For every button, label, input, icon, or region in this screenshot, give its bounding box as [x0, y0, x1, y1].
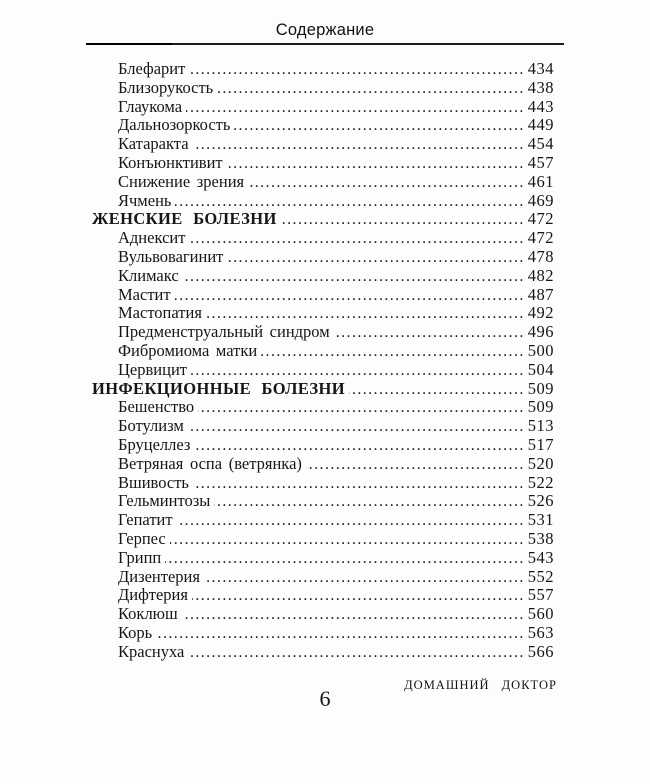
toc-entry-label: Дифтерия — [118, 585, 188, 605]
toc-entry-label: Близорукость — [118, 77, 214, 97]
toc-entry-item — [92, 585, 554, 604]
toc-entry-page: 552 — [527, 566, 554, 586]
toc-entry-item — [92, 473, 554, 492]
dot-leader — [227, 247, 524, 267]
toc-entry-page: 522 — [527, 472, 554, 492]
toc-entry-item — [92, 266, 554, 285]
toc-entry-item — [92, 623, 554, 642]
toc-entry-item — [92, 78, 554, 97]
toc-entry-label: Цервицит — [118, 359, 187, 379]
toc-entry-section — [92, 209, 554, 228]
toc-entry-item — [92, 510, 554, 529]
toc-entry-item — [92, 303, 554, 322]
dot-leader — [186, 97, 525, 117]
toc-entry-label: Бешенство — [118, 397, 195, 417]
toc-entry-item — [92, 97, 554, 116]
toc-entry-item — [92, 529, 554, 548]
toc-entry-page: 526 — [527, 491, 554, 511]
toc-entry-label: Глаукома — [118, 96, 183, 116]
dot-leader — [175, 285, 525, 305]
toc-entry-item — [92, 322, 554, 341]
header-rule — [86, 43, 564, 45]
toc-entry-page: 513 — [527, 416, 554, 436]
dot-leader — [349, 379, 525, 399]
toc-entry-item — [92, 172, 554, 191]
toc-entry-page: 461 — [527, 171, 554, 191]
toc-entry-page: 557 — [527, 585, 554, 605]
footer-brand: ДОМАШНИЙ ДОКТОР — [404, 678, 557, 692]
dot-leader — [227, 153, 525, 173]
dot-leader — [306, 454, 525, 474]
toc-entry-label: ЖЕНСКИЕ БОЛЕЗНИ — [92, 209, 277, 229]
toc-entry-item — [92, 59, 554, 78]
dot-leader — [198, 397, 525, 417]
toc-entry-item — [92, 191, 554, 210]
toc-entry-label: Фибромиома матки — [118, 340, 258, 360]
toc-entry-page: 543 — [527, 547, 554, 567]
dot-leader — [234, 115, 524, 135]
toc-entry-label: Вшивость — [118, 472, 189, 492]
toc-entry-page: 469 — [527, 190, 554, 210]
toc-entry-item — [92, 435, 554, 454]
toc-entry-page: 504 — [527, 359, 554, 379]
dot-leader — [170, 529, 525, 549]
toc-entry-item — [92, 567, 554, 586]
toc-entry-section — [92, 379, 554, 398]
toc-entry-page: 531 — [527, 510, 554, 530]
toc-entry-page: 563 — [527, 622, 554, 642]
toc-entry-item — [92, 642, 554, 661]
toc-entry-page: 472 — [527, 209, 554, 229]
toc-entry-label: Ячмень — [118, 190, 172, 210]
toc-entry-label: Бруцеллез — [118, 434, 191, 454]
toc-entry-page: 478 — [527, 246, 554, 266]
dot-leader — [191, 360, 525, 380]
dot-leader — [177, 510, 525, 530]
dot-leader — [194, 435, 524, 455]
dot-leader — [261, 341, 525, 361]
dot-leader — [183, 266, 525, 286]
toc-entry-page: 520 — [527, 453, 554, 473]
dot-leader — [214, 491, 524, 511]
dot-leader — [175, 191, 524, 211]
toc-entry-label: Грипп — [118, 547, 162, 567]
toc-entry-page: 457 — [527, 152, 554, 172]
dot-leader — [188, 416, 525, 436]
toc-entry-label: Коклюш — [118, 604, 178, 624]
toc-entry-item — [92, 360, 554, 379]
toc-entry-label: Ветряная оспа (ветрянка) — [118, 453, 302, 473]
toc-entry-page: 472 — [527, 228, 554, 248]
toc-entry-page: 560 — [527, 604, 554, 624]
toc-entry-page: 538 — [527, 528, 554, 548]
toc-entry-page: 496 — [527, 322, 554, 342]
toc-entry-label: Конъюнктивит — [118, 152, 223, 172]
toc-entry-page: 454 — [527, 134, 554, 154]
toc-entry-item — [92, 341, 554, 360]
toc-entry-label: Снижение зрения — [118, 171, 245, 191]
toc-entry-label: Дизентерия — [118, 566, 200, 586]
page-number: 6 — [319, 686, 331, 711]
toc-entry-item — [92, 491, 554, 510]
dot-leader — [193, 473, 525, 493]
dot-leader — [334, 322, 525, 342]
dot-leader — [281, 209, 525, 229]
toc-entry-page: 500 — [527, 340, 554, 360]
toc-entry-label: Аднексит — [118, 228, 186, 248]
toc-entry-item — [92, 115, 554, 134]
toc-entry-page: 487 — [527, 284, 554, 304]
toc-entry-page: 438 — [527, 77, 554, 97]
dot-leader — [165, 548, 525, 568]
toc-entry-item — [92, 153, 554, 172]
toc-entry-page: 509 — [527, 378, 554, 398]
page-title: Содержание — [275, 21, 375, 39]
toc-entry-label: ИНФЕКЦИОННЫЕ БОЛЕЗНИ — [92, 378, 346, 398]
dot-leader — [204, 567, 525, 587]
dot-leader — [217, 78, 525, 98]
toc-entry-item — [92, 285, 554, 304]
toc-entry-item — [92, 604, 554, 623]
toc-entry-item — [92, 454, 554, 473]
toc-entry-label: Блефарит — [118, 59, 186, 78]
toc-entry-item — [92, 397, 554, 416]
toc-entry-item — [92, 228, 554, 247]
toc-entry-item — [92, 134, 554, 153]
dot-leader — [248, 172, 525, 192]
toc-entry-label: Ботулизм — [118, 416, 184, 436]
toc-entry-item — [92, 548, 554, 567]
toc-entry-page: 492 — [527, 303, 554, 323]
toc-entry-page: 509 — [527, 397, 554, 417]
dot-leader — [189, 228, 524, 248]
toc-entry-label: Вульвовагинит — [118, 246, 224, 266]
toc-entry-page: 449 — [527, 115, 554, 135]
toc-entry-item — [92, 247, 554, 266]
toc-entry-label: Мастит — [118, 284, 171, 304]
toc-entry-label: Гельминтозы — [118, 491, 211, 511]
dot-leader — [182, 604, 525, 624]
toc-entry-page: 482 — [527, 265, 554, 285]
toc-entry-item — [92, 416, 554, 435]
toc-entry-label: Мастопатия — [118, 303, 202, 323]
dot-leader — [206, 303, 525, 323]
toc-entry-label: Климакс — [118, 265, 179, 285]
toc-entry-page: 434 — [527, 59, 554, 78]
toc-entry-label: Предменструальный синдром — [118, 322, 330, 342]
dot-leader — [156, 623, 525, 643]
toc-list — [92, 59, 554, 661]
dot-leader — [193, 134, 525, 154]
toc-entry-page: 443 — [527, 96, 554, 116]
toc-entry-label: Гепатит — [118, 510, 173, 530]
dot-leader — [188, 642, 524, 662]
toc-entry-label: Дальнозоркость — [118, 115, 231, 135]
toc-entry-page: 566 — [527, 641, 554, 661]
toc-entry-label: Герпес — [118, 528, 166, 548]
dot-leader — [192, 585, 525, 605]
toc-entry-label: Краснуха — [118, 641, 185, 661]
dot-leader — [189, 59, 524, 79]
toc-entry-label: Катаракта — [118, 134, 189, 154]
toc-entry-page: 517 — [527, 434, 554, 454]
toc-entry-label: Корь — [118, 622, 153, 642]
